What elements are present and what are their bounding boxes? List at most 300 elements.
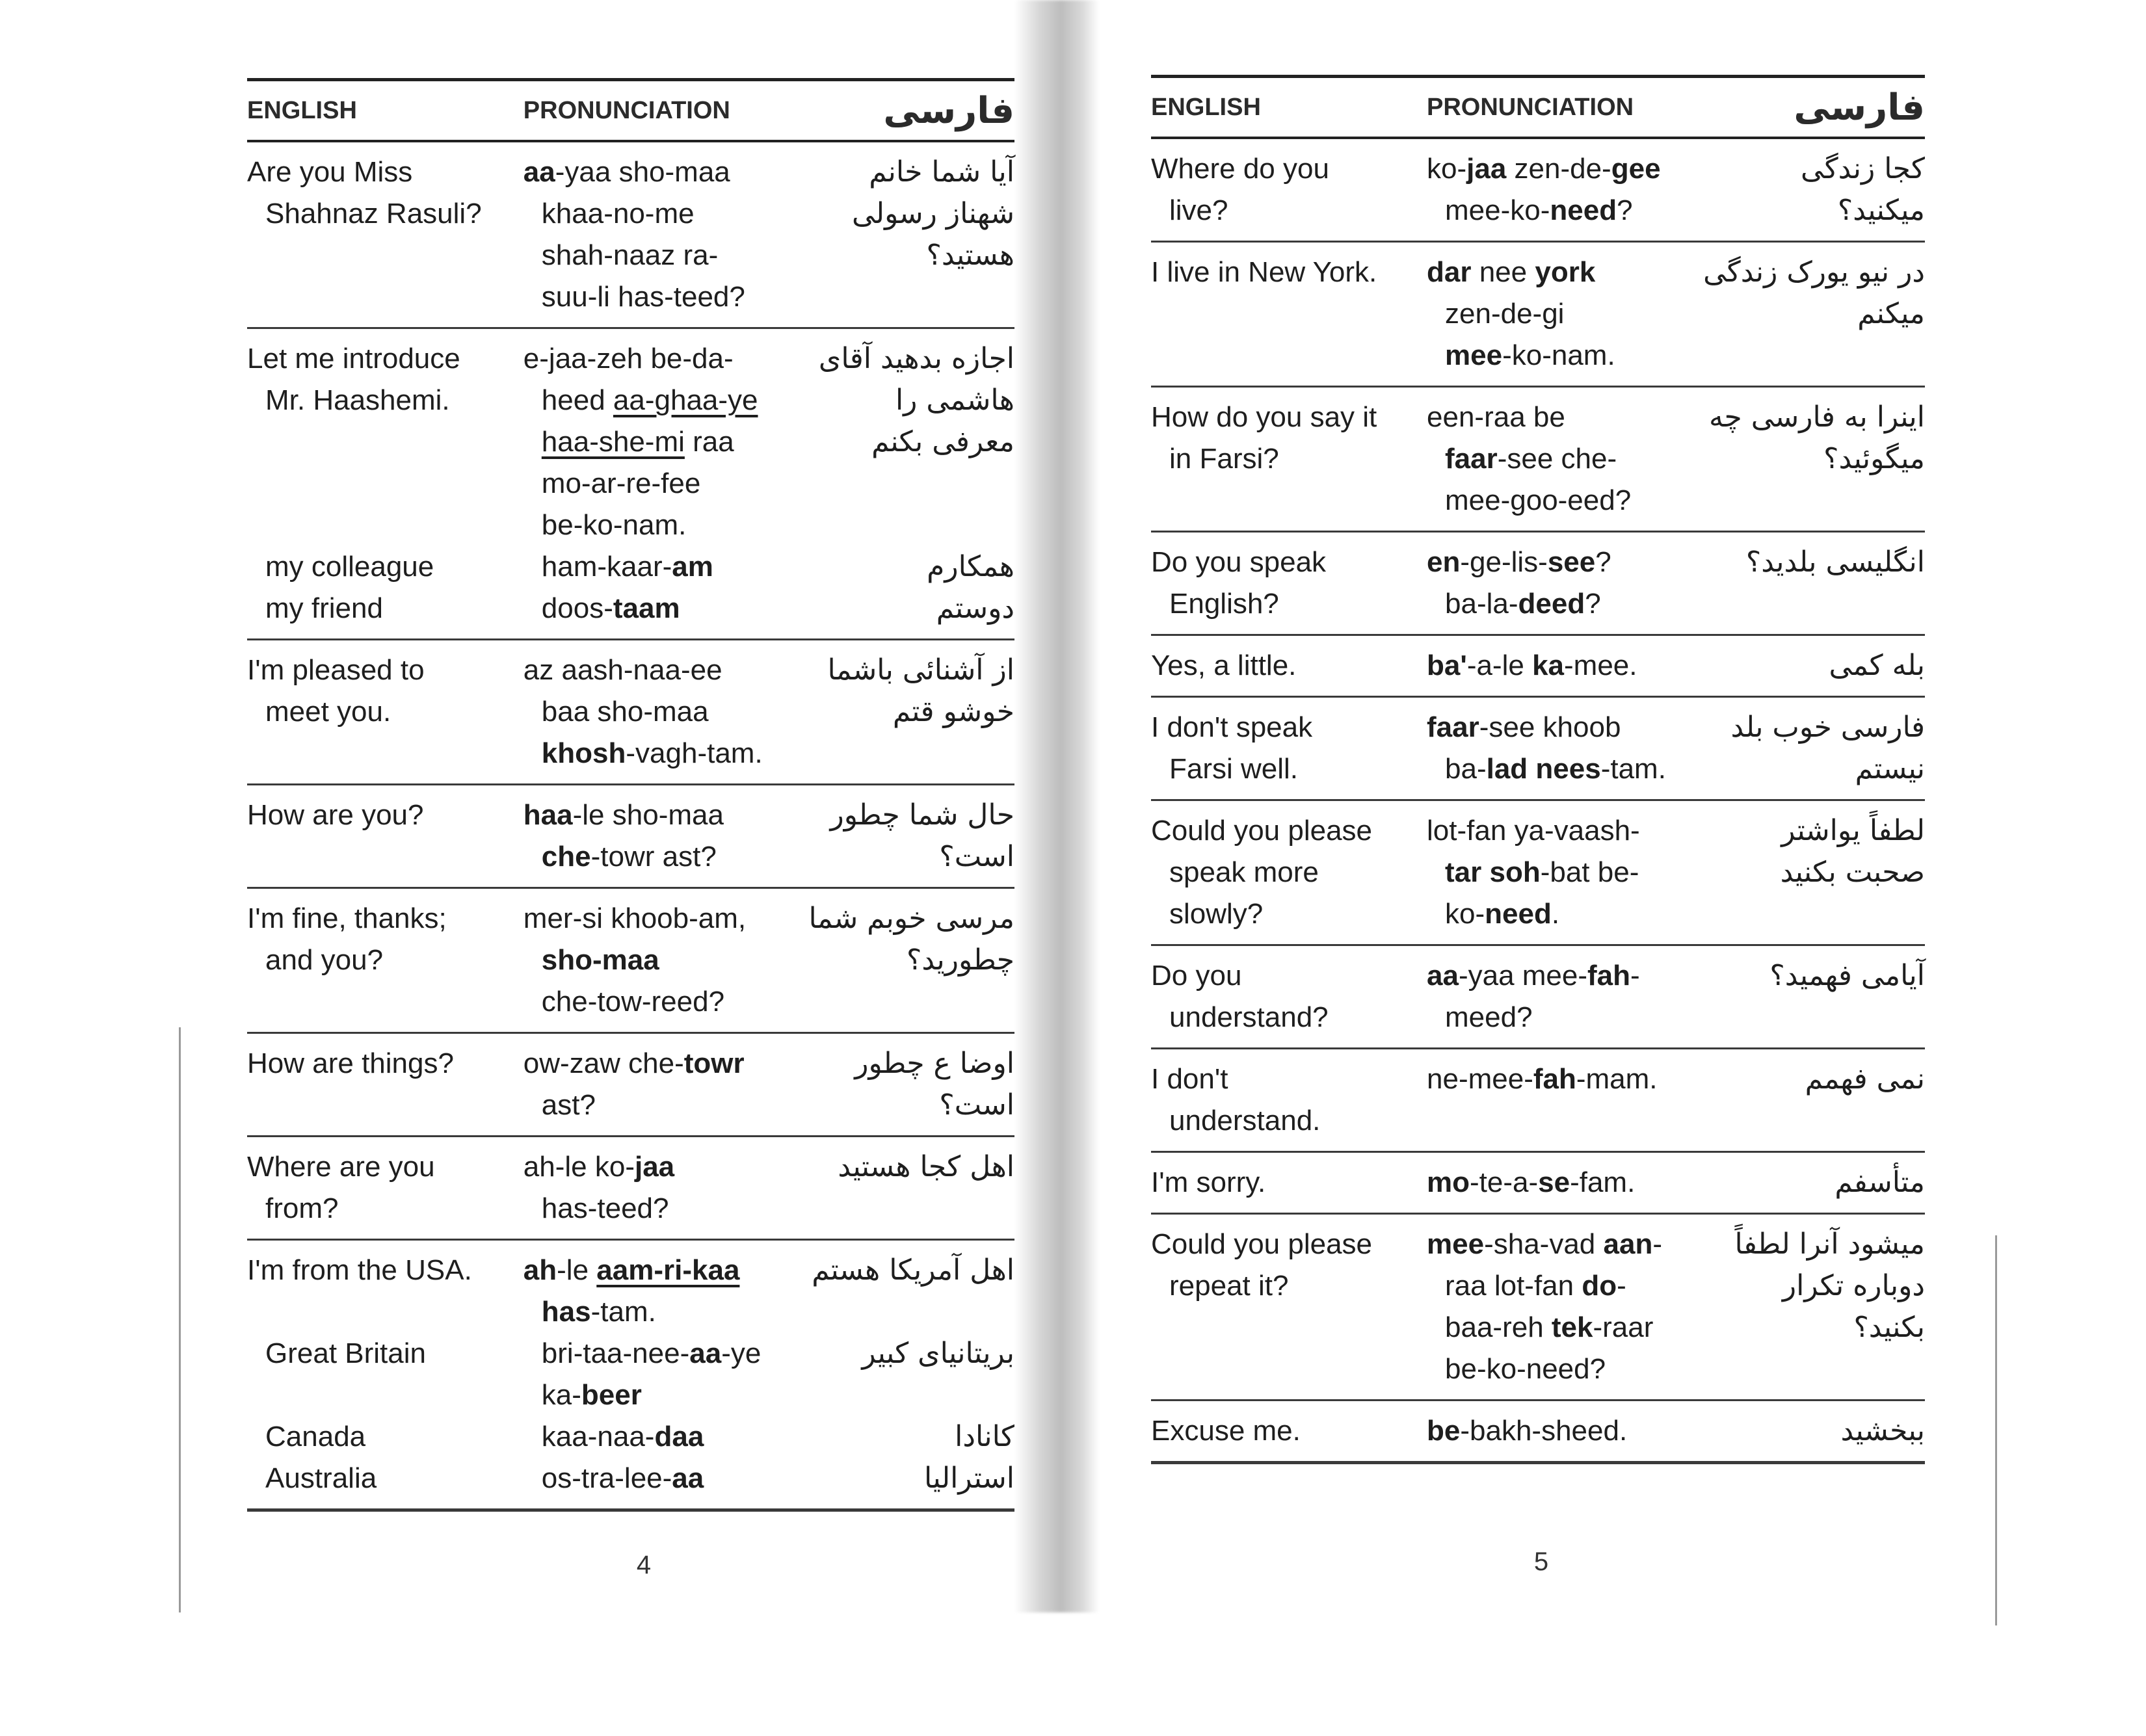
pronunciation-segment: faar <box>1427 711 1479 743</box>
pronunciation-segment: be <box>1427 1415 1461 1447</box>
farsi-line <box>800 1291 1014 1333</box>
header-farsi: فارسی <box>1703 77 1925 138</box>
pronunciation-segment: een-raa be <box>1427 401 1565 433</box>
english-cell <box>1151 138 1427 242</box>
pronunciation-segment: sho-maa <box>541 944 659 976</box>
farsi-line: نیستم <box>1855 752 1925 785</box>
pronunciation-cell <box>1427 1152 1703 1214</box>
farsi-line: اوضا ع چطور <box>854 1047 1014 1080</box>
pronunciation-segment: -tam. <box>590 1296 656 1328</box>
pronunciation-segment: mee <box>1427 1228 1485 1260</box>
table-header-row <box>247 80 1014 142</box>
pronunciation-line <box>1427 1348 1703 1390</box>
farsi-cell <box>800 785 1014 888</box>
header-pronunciation: PRONUNCIATION <box>1427 77 1703 138</box>
farsi-cell <box>1703 1049 1925 1152</box>
english-line: understand. <box>1169 1105 1321 1137</box>
english-cell <box>1151 697 1427 800</box>
pronunciation-segment: bri-taa-nee- <box>541 1337 690 1369</box>
table-header-row <box>1151 77 1925 138</box>
pronunciation-segment: -yaa sho-maa <box>555 156 730 188</box>
phrase-row <box>1151 138 1925 242</box>
pronunciation-segment: aa <box>1427 960 1459 992</box>
pronunciation-segment: raa lot-fan <box>1445 1270 1582 1302</box>
pronunciation-segment: mee <box>1445 339 1503 371</box>
pronunciation-segment: che <box>541 841 591 873</box>
pronunciation-segment: towr <box>683 1047 745 1079</box>
pronunciation-segment: mo-ar-re-fee <box>541 467 701 499</box>
phrase-row <box>1151 1152 1925 1214</box>
pronunciation-segment: zen-de-gi <box>1445 298 1565 330</box>
pronunciation-segment: mee-ko- <box>1445 194 1550 226</box>
phrase-row <box>247 785 1014 888</box>
pronunciation-segment: aa <box>689 1337 722 1369</box>
pronunciation-cell <box>523 328 800 640</box>
english-line: slowly? <box>1169 898 1264 930</box>
farsi-cell <box>800 640 1014 785</box>
page-number-right: 5 <box>1533 1547 1549 1576</box>
english-cell <box>1151 800 1427 945</box>
farsi-line: بریتانیای کبیر <box>862 1337 1014 1370</box>
pronunciation-segment: ? <box>1595 546 1611 578</box>
farsi-line: میکنید؟ <box>1837 194 1925 227</box>
farsi-cell <box>800 141 1014 328</box>
farsi-cell <box>1703 945 1925 1049</box>
header-english: ENGLISH <box>1151 77 1427 138</box>
english-line: understand? <box>1169 1001 1329 1033</box>
farsi-line: متأسفم <box>1835 1166 1925 1199</box>
phrase-table-right <box>1151 75 1925 1464</box>
pronunciation-segment: - <box>1652 1228 1662 1260</box>
pronunciation-segment: do <box>1582 1270 1617 1302</box>
english-cell <box>1151 1152 1427 1214</box>
pronunciation-segment: taam <box>613 592 680 624</box>
farsi-cell <box>1703 697 1925 800</box>
pronunciation-line <box>1427 1307 1703 1348</box>
pronunciation-line <box>523 1146 800 1188</box>
farsi-line: دوستم <box>936 592 1014 625</box>
pronunciation-line <box>523 898 800 940</box>
english-line: speak more <box>1169 856 1319 888</box>
pronunciation-segment: has <box>541 1296 591 1328</box>
pronunciation-line <box>523 1333 800 1374</box>
english-line: I'm fine, thanks; <box>247 902 447 934</box>
english-cell <box>247 888 523 1033</box>
pronunciation-segment: -raar <box>1593 1311 1654 1343</box>
pronunciation-line <box>523 338 800 380</box>
pronunciation-line <box>523 1043 800 1085</box>
english-cell <box>247 1033 523 1137</box>
pronunciation-cell <box>1427 800 1703 945</box>
english-line: Where are you <box>247 1151 435 1183</box>
phrase-row <box>247 1033 1014 1137</box>
pronunciation-segment: shah-naaz ra- <box>541 239 719 271</box>
phrase-row <box>247 888 1014 1033</box>
pronunciation-segment: aa <box>523 156 555 188</box>
pronunciation-line <box>523 463 800 505</box>
pronunciation-segment: ba-la- <box>1445 588 1518 620</box>
english-cell <box>247 640 523 785</box>
pronunciation-segment: ah-le ko- <box>523 1151 635 1183</box>
farsi-line: مرسی خوبم شما <box>808 902 1014 935</box>
header-pronunciation: PRONUNCIATION <box>523 80 800 142</box>
english-line: Mr. Haashemi. <box>265 384 450 416</box>
pronunciation-cell <box>523 1137 800 1240</box>
pronunciation-segment: -le sho-maa <box>572 799 724 831</box>
english-line <box>247 1374 523 1416</box>
pronunciation-segment: dar <box>1427 256 1472 288</box>
pronunciation-segment: ? <box>1617 194 1633 226</box>
pronunciation-line <box>1427 1162 1703 1203</box>
english-line <box>247 1291 523 1333</box>
pronunciation-segment: -ye <box>721 1337 762 1369</box>
pronunciation-segment: ow-zaw che- <box>523 1047 684 1079</box>
farsi-cell <box>800 888 1014 1033</box>
pronunciation-cell <box>1427 1049 1703 1152</box>
farsi-cell <box>1703 242 1925 387</box>
pronunciation-segment: zen-de- <box>1506 153 1611 185</box>
farsi-line: همکارم <box>927 550 1014 583</box>
pronunciation-segment: -see khoob <box>1479 711 1621 743</box>
pronunciation-segment: -fam. <box>1570 1166 1636 1198</box>
pronunciation-segment: meed? <box>1445 1001 1533 1033</box>
pronunciation-segment: -see che- <box>1497 443 1617 475</box>
farsi-line <box>800 463 1014 505</box>
farsi-cell <box>1703 1152 1925 1214</box>
english-line: Shahnaz Rasuli? <box>265 198 482 230</box>
farsi-cell <box>1703 635 1925 697</box>
pronunciation-line <box>523 836 800 878</box>
pronunciation-segment: -bat be- <box>1540 856 1639 888</box>
pronunciation-segment: faar <box>1445 443 1498 475</box>
english-line: English? <box>1169 588 1279 620</box>
farsi-cell <box>800 1033 1014 1137</box>
farsi-line: هستید؟ <box>926 239 1014 272</box>
pronunciation-segment: ham-kaar- <box>541 551 672 583</box>
phrase-rows-right <box>1151 138 1925 1463</box>
pronunciation-segment: - <box>1617 1270 1626 1302</box>
farsi-line: نمی فهمم <box>1805 1062 1925 1096</box>
farsi-line: اهل کجا هستید <box>838 1150 1014 1183</box>
pronunciation-cell <box>1427 532 1703 635</box>
farsi-line: لطفاً یواشتر <box>1781 814 1925 847</box>
phrase-row <box>247 328 1014 640</box>
pronunciation-line <box>523 421 800 463</box>
farsi-line: بله کمی <box>1829 649 1925 682</box>
pronunciation-line <box>523 505 800 546</box>
farsi-line <box>800 505 1014 546</box>
phrase-row <box>247 640 1014 785</box>
phrase-row <box>247 1240 1014 1510</box>
farsi-cell <box>1703 138 1925 242</box>
pronunciation-line <box>1427 252 1703 293</box>
farsi-line: کجا زندگی <box>1801 152 1925 185</box>
english-line: I'm pleased to <box>247 654 425 686</box>
pronunciation-segment: need <box>1485 898 1552 930</box>
pronunciation-line <box>1427 748 1703 790</box>
pronunciation-segment: doos- <box>541 592 613 624</box>
english-line: and you? <box>265 944 384 976</box>
pronunciation-line <box>1427 1265 1703 1307</box>
english-line: I'm from the USA. <box>247 1254 472 1286</box>
english-cell <box>1151 242 1427 387</box>
pronunciation-segment: daa <box>654 1421 704 1453</box>
pronunciation-segment: be-ko-nam. <box>541 509 687 541</box>
pronunciation-line <box>1427 1410 1703 1452</box>
pronunciation-line <box>1427 438 1703 480</box>
phrase-row <box>1151 635 1925 697</box>
farsi-line: از آشنائی باشما <box>827 653 1014 687</box>
farsi-line: است؟ <box>939 840 1014 873</box>
left-page <box>247 78 1014 1736</box>
pronunciation-line <box>1427 645 1703 687</box>
pronunciation-line <box>1427 893 1703 935</box>
pronunciation-line <box>523 650 800 691</box>
pronunciation-segment: ? <box>1585 588 1601 620</box>
farsi-line: خوشو قتم <box>892 695 1014 728</box>
pronunciation-segment: suu-li has-teed? <box>541 281 745 313</box>
pronunciation-line <box>523 1416 800 1458</box>
pronunciation-cell <box>523 1033 800 1137</box>
pronunciation-cell <box>1427 945 1703 1049</box>
pronunciation-segment: en <box>1427 546 1461 578</box>
pronunciation-segment: -te-a- <box>1470 1166 1539 1198</box>
farsi-line: فارسی خوب بلد <box>1730 711 1925 744</box>
pronunciation-line <box>523 276 800 318</box>
pronunciation-segment: baa-reh <box>1445 1311 1552 1343</box>
pronunciation-line <box>523 940 800 981</box>
pronunciation-line <box>523 1188 800 1230</box>
pronunciation-line <box>1427 1224 1703 1265</box>
header-english: ENGLISH <box>247 80 523 142</box>
farsi-cell <box>1703 1401 1925 1463</box>
farsi-line: میشود آنرا لطفاً <box>1734 1228 1925 1261</box>
pronunciation-segment: ko- <box>1445 898 1485 930</box>
pronunciation-cell <box>1427 697 1703 800</box>
phrase-row <box>1151 387 1925 532</box>
pronunciation-cell <box>1427 242 1703 387</box>
english-line: Farsi well. <box>1169 753 1299 785</box>
farsi-line: چطورید؟ <box>907 943 1014 977</box>
phrase-table-left <box>247 78 1014 1512</box>
pronunciation-line <box>523 1250 800 1291</box>
english-line: Where do you <box>1151 153 1329 185</box>
pronunciation-line <box>523 1458 800 1499</box>
english-line: Do you speak <box>1151 546 1327 578</box>
pronunciation-segment: heed <box>541 384 613 416</box>
english-line: in Farsi? <box>1169 443 1279 475</box>
book-binding-gutter <box>1014 0 1099 1612</box>
pronunciation-line <box>1427 542 1703 583</box>
pronunciation-segment: lad nees <box>1486 753 1601 785</box>
pronunciation-segment: aa-ghaa-ye <box>613 384 758 416</box>
english-line: Canada <box>265 1421 366 1453</box>
pronunciation-line <box>1427 293 1703 335</box>
pronunciation-segment: fah <box>1587 960 1631 992</box>
farsi-line: دوباره تکرار <box>1782 1269 1925 1302</box>
pronunciation-cell <box>523 785 800 888</box>
pronunciation-segment: -ge-lis- <box>1460 546 1548 578</box>
pronunciation-segment: az aash-naa-ee <box>523 654 722 686</box>
english-line: I don't speak <box>1151 711 1313 743</box>
pronunciation-cell <box>1427 138 1703 242</box>
farsi-cell <box>1703 800 1925 945</box>
farsi-cell <box>1703 1214 1925 1401</box>
pronunciation-line <box>523 235 800 276</box>
phrase-rows-left <box>247 141 1014 1510</box>
farsi-cell <box>800 1137 1014 1240</box>
english-line: Excuse me. <box>1151 1415 1301 1447</box>
pronunciation-segment: . <box>1551 898 1560 930</box>
pronunciation-line <box>1427 190 1703 231</box>
phrase-row <box>1151 1401 1925 1463</box>
pronunciation-line <box>523 193 800 235</box>
english-cell <box>247 785 523 888</box>
pronunciation-segment: -yaa mee- <box>1458 960 1588 992</box>
phrase-row <box>247 141 1014 328</box>
pronunciation-line <box>1427 397 1703 438</box>
english-line: Do you <box>1151 960 1242 992</box>
english-line: my colleague <box>265 551 434 583</box>
english-line: How do you say it <box>1151 401 1377 433</box>
pronunciation-segment: mer-si khoob-am, <box>523 902 747 934</box>
pronunciation-line <box>523 588 800 629</box>
pronunciation-cell <box>523 640 800 785</box>
pronunciation-segment: deed <box>1518 588 1585 620</box>
pronunciation-line <box>523 546 800 588</box>
farsi-line: اجازه بدهید آقای <box>818 342 1014 375</box>
pronunciation-line <box>1427 335 1703 376</box>
english-line: Australia <box>265 1462 377 1494</box>
pronunciation-segment: aam-ri-kaa <box>596 1254 740 1286</box>
page-edge-right <box>1995 1235 1997 1625</box>
pronunciation-line <box>523 380 800 421</box>
phrase-row <box>1151 532 1925 635</box>
pronunciation-cell <box>1427 387 1703 532</box>
pronunciation-segment: tar soh <box>1445 856 1541 888</box>
pronunciation-line <box>1427 955 1703 997</box>
pronunciation-segment: -le <box>557 1254 597 1286</box>
english-cell <box>1151 532 1427 635</box>
pronunciation-cell <box>523 141 800 328</box>
pronunciation-segment: ast? <box>541 1089 596 1121</box>
pronunciation-line <box>1427 583 1703 625</box>
pronunciation-cell <box>1427 635 1703 697</box>
pronunciation-segment: york <box>1535 256 1596 288</box>
farsi-line: اینرا به فارسی چه <box>1708 401 1925 434</box>
farsi-cell <box>800 1240 1014 1510</box>
farsi-cell <box>1703 387 1925 532</box>
english-cell <box>247 141 523 328</box>
pronunciation-line <box>1427 997 1703 1038</box>
phrase-row <box>1151 945 1925 1049</box>
english-line: How are you? <box>247 799 424 831</box>
english-line <box>247 463 523 505</box>
pronunciation-segment: ko- <box>1427 153 1467 185</box>
pronunciation-segment: se <box>1538 1166 1570 1198</box>
farsi-line: آیا شما خانم <box>869 155 1014 189</box>
pronunciation-line <box>523 981 800 1023</box>
pronunciation-segment: baa sho-maa <box>541 696 709 728</box>
english-line: repeat it? <box>1169 1270 1289 1302</box>
pronunciation-segment: -ko-nam. <box>1502 339 1615 371</box>
farsi-line: حال شما چطور <box>830 798 1014 832</box>
pronunciation-segment: aan <box>1603 1228 1653 1260</box>
farsi-line: کانادا <box>955 1420 1014 1453</box>
right-page <box>1151 75 1925 1733</box>
pronunciation-segment: jaa <box>1466 153 1507 185</box>
pronunciation-segment: - <box>1630 960 1640 992</box>
pronunciation-segment: -tam. <box>1600 753 1666 785</box>
farsi-line: آیامی فهمید؟ <box>1769 959 1925 992</box>
english-line: I'm sorry. <box>1151 1166 1266 1198</box>
farsi-line: هاشمی را <box>895 384 1014 417</box>
pronunciation-segment: has-teed? <box>541 1192 669 1224</box>
pronunciation-segment: jaa <box>634 1151 675 1183</box>
pronunciation-segment: -mee. <box>1564 650 1637 681</box>
pronunciation-cell <box>1427 1401 1703 1463</box>
english-cell <box>247 328 523 640</box>
phrase-row <box>1151 1049 1925 1152</box>
pronunciation-cell <box>523 888 800 1033</box>
pronunciation-line <box>523 1374 800 1416</box>
pronunciation-segment: mee-goo-eed? <box>1445 484 1632 516</box>
pronunciation-segment: -mam. <box>1576 1063 1658 1095</box>
pronunciation-segment: need <box>1550 194 1617 226</box>
pronunciation-segment: be-ko-need? <box>1445 1353 1606 1385</box>
pronunciation-segment: haa-she-mi <box>541 426 685 458</box>
english-cell <box>1151 1401 1427 1463</box>
pronunciation-segment: ka <box>1532 650 1565 681</box>
pronunciation-line <box>523 733 800 774</box>
pronunciation-segment: e-jaa-zeh be-da- <box>523 343 734 375</box>
phrase-row <box>1151 697 1925 800</box>
english-line: I live in New York. <box>1151 256 1377 288</box>
farsi-line: اهل آمریکا هستم <box>812 1254 1014 1287</box>
pronunciation-segment: ne-mee- <box>1427 1063 1533 1095</box>
pronunciation-cell <box>523 1240 800 1510</box>
pronunciation-segment: tek <box>1551 1311 1593 1343</box>
pronunciation-segment: -bakh-sheed. <box>1460 1415 1628 1447</box>
farsi-line: بکنید؟ <box>1853 1311 1925 1344</box>
pronunciation-segment: lot-fan ya-vaash- <box>1427 815 1640 847</box>
pronunciation-segment: ba- <box>1445 753 1487 785</box>
farsi-line: معرفی بکنم <box>871 425 1014 458</box>
english-line: from? <box>265 1192 339 1224</box>
pronunciation-segment: see <box>1547 546 1596 578</box>
farsi-line: است؟ <box>939 1088 1014 1122</box>
pronunciation-segment: kaa-naa- <box>541 1421 655 1453</box>
pronunciation-line <box>523 1085 800 1126</box>
english-cell <box>1151 1214 1427 1401</box>
pronunciation-segment: nee <box>1471 256 1535 288</box>
pronunciation-segment: -sha-vad <box>1484 1228 1604 1260</box>
english-cell <box>1151 635 1427 697</box>
pronunciation-line <box>523 691 800 733</box>
pronunciation-segment: mo <box>1427 1166 1470 1198</box>
pronunciation-line <box>523 795 800 836</box>
english-line: Yes, a little. <box>1151 650 1297 681</box>
english-line <box>247 421 523 463</box>
farsi-line <box>800 1374 1014 1416</box>
pronunciation-segment: beer <box>581 1379 642 1411</box>
english-cell <box>247 1240 523 1510</box>
english-line <box>247 505 523 546</box>
pronunciation-segment: am <box>672 551 713 583</box>
pronunciation-segment: haa <box>523 799 573 831</box>
phrase-row <box>1151 800 1925 945</box>
pronunciation-segment: ba' <box>1427 650 1467 681</box>
